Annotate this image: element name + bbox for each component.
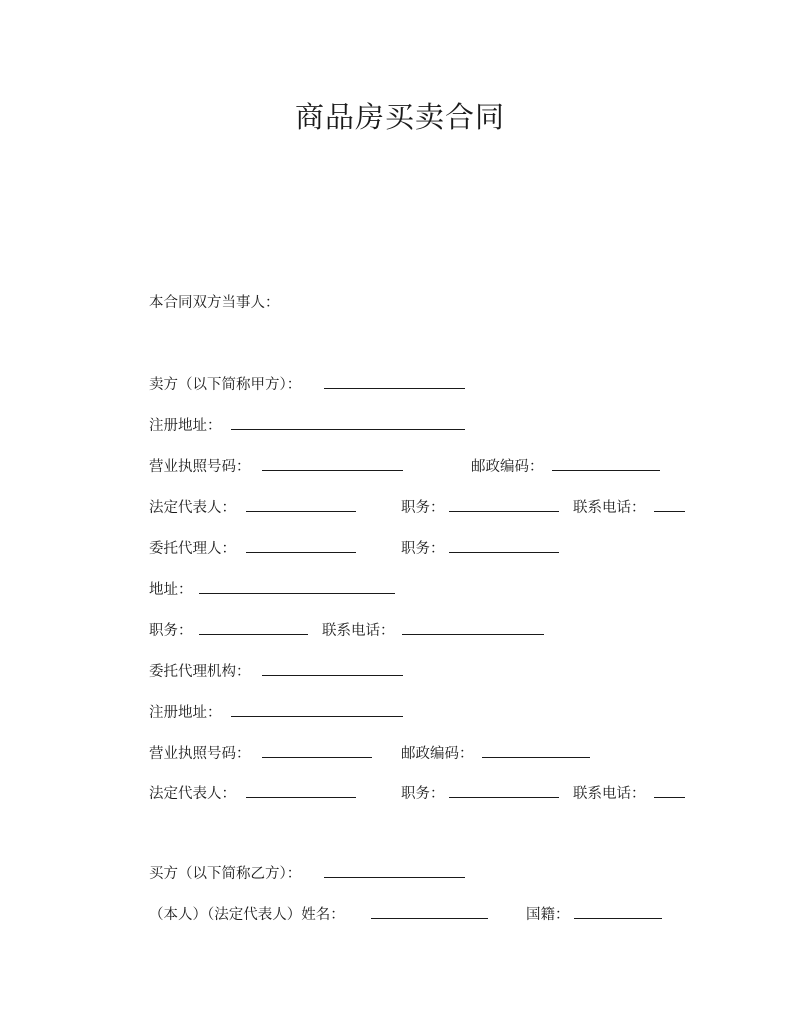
seller-reg-address-label: 注册地址： [149, 418, 222, 434]
agency-position-label: 职务： [401, 786, 445, 802]
agency-legal-rep-label: 法定代表人： [149, 786, 236, 802]
parties-intro: 本合同双方当事人： [149, 295, 280, 311]
agency-position-field[interactable] [449, 782, 559, 798]
seller-agent-field[interactable] [246, 537, 356, 553]
agency-license-field[interactable] [262, 742, 372, 758]
buyer-nationality-field[interactable] [574, 903, 662, 919]
seller-agent-position-field[interactable] [449, 537, 559, 553]
seller-address-field[interactable] [199, 578, 395, 594]
seller-address-label: 地址： [149, 582, 193, 598]
agency-reg-address-label: 注册地址： [149, 705, 222, 721]
buyer-name-label: （本人）（法定代表人）姓名： [149, 907, 345, 923]
agency-license-label: 营业执照号码： [149, 746, 251, 762]
seller-agency-field[interactable] [262, 660, 403, 676]
seller-postal-field[interactable] [552, 455, 660, 471]
seller-postal-label: 邮政编码： [471, 459, 544, 475]
seller-reg-address-field[interactable] [231, 414, 465, 430]
seller-position-field[interactable] [449, 496, 559, 512]
seller-agency-label: 委托代理机构： [149, 664, 251, 680]
agency-phone-label: 联系电话： [573, 786, 646, 802]
buyer-label: 买方（以下简称乙方）： [149, 866, 302, 882]
seller-position2-field[interactable] [199, 619, 308, 635]
agency-phone-field[interactable] [654, 782, 685, 798]
agency-postal-label: 邮政编码： [401, 746, 474, 762]
seller-phone-label: 联系电话： [573, 500, 646, 516]
seller-agent-position-label: 职务： [401, 541, 445, 557]
seller-phone2-field[interactable] [402, 619, 544, 635]
seller-license-label: 营业执照号码： [149, 459, 251, 475]
seller-legal-rep-field[interactable] [246, 496, 356, 512]
agency-reg-address-field[interactable] [231, 701, 403, 717]
agency-legal-rep-field[interactable] [246, 782, 356, 798]
seller-license-field[interactable] [262, 455, 403, 471]
seller-legal-rep-label: 法定代表人： [149, 500, 236, 516]
seller-phone2-label: 联系电话： [322, 623, 395, 639]
seller-position2-label: 职务： [149, 623, 193, 639]
agency-postal-field[interactable] [482, 742, 590, 758]
contract-title: 商品房买卖合同 [294, 100, 505, 134]
seller-agent-label: 委托代理人： [149, 541, 236, 557]
seller-phone-field[interactable] [654, 496, 685, 512]
seller-name-field[interactable] [324, 373, 465, 389]
seller-label: 卖方（以下简称甲方）： [149, 377, 302, 393]
seller-position-label: 职务： [401, 500, 445, 516]
buyer-name-field[interactable] [324, 862, 465, 878]
buyer-nationality-label: 国籍： [526, 907, 570, 923]
buyer-person-name-field[interactable] [371, 903, 488, 919]
